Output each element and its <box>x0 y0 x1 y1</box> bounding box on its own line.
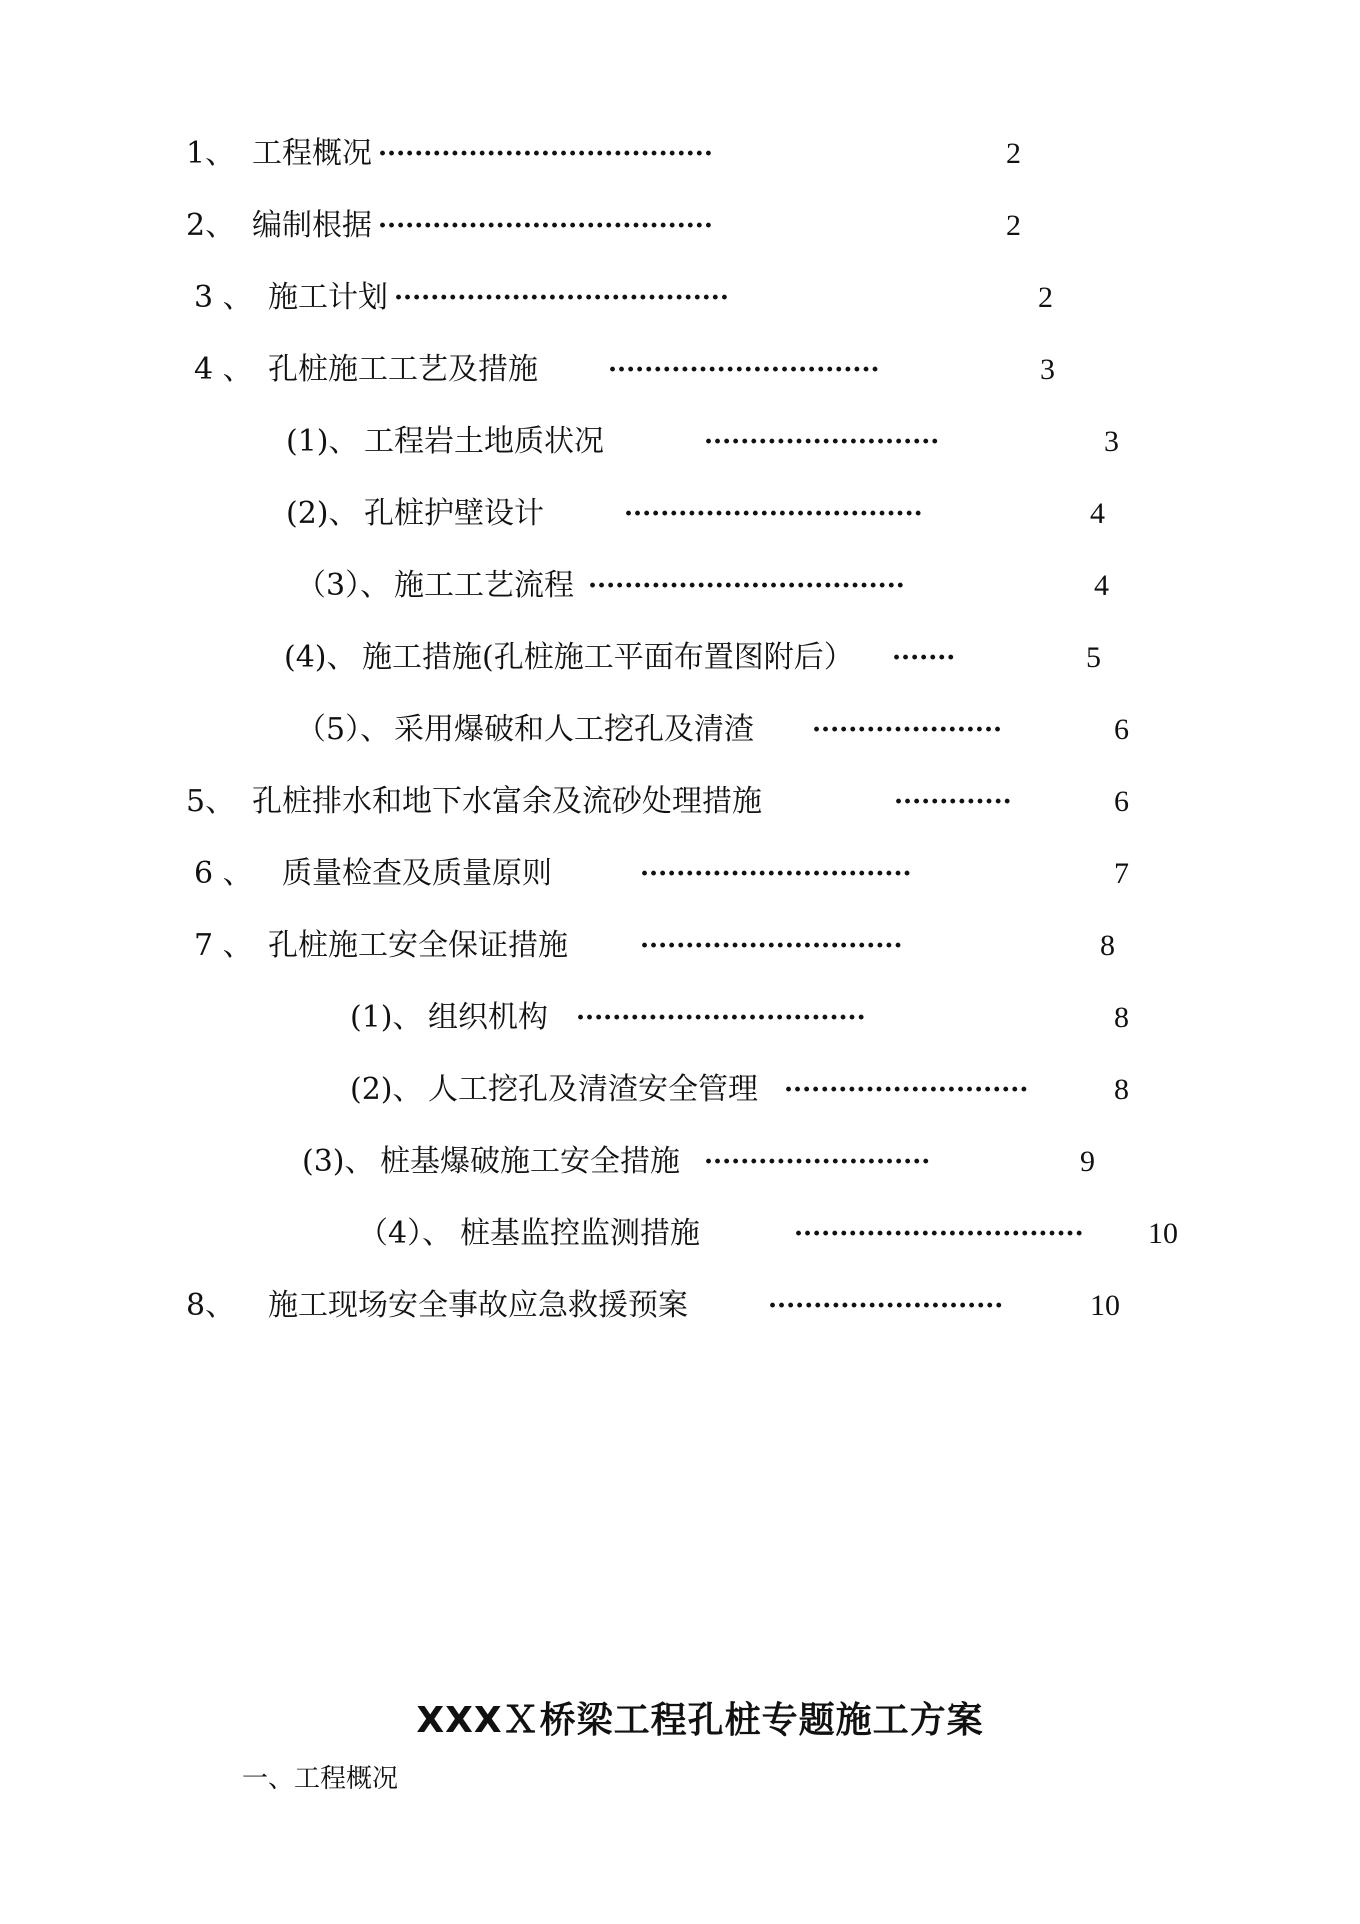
section-heading-1: 一、工程概况 <box>242 1764 399 1794</box>
toc-entry-6[interactable] <box>0 852 1360 896</box>
toc-leader: ······························ <box>640 859 912 889</box>
toc-entry-4-1[interactable] <box>0 420 1360 464</box>
toc-entry-7-1[interactable] <box>0 996 1360 1040</box>
toc-leader: ····················· <box>812 715 1003 745</box>
toc-number: (2)、 <box>286 496 359 531</box>
toc-title: 工程岩土地质状况 <box>364 424 604 459</box>
toc-title: 施工现场安全事故应急救援预案 <box>268 1288 688 1323</box>
toc-title: 桩基监控监测措施 <box>460 1216 700 1251</box>
toc-title: 人工挖孔及清渣安全管理 <box>428 1072 758 1107</box>
toc-entry-7-3[interactable] <box>0 1140 1360 1184</box>
toc-entry-4-4[interactable] <box>0 636 1360 680</box>
toc-leader: ····························· <box>640 931 903 961</box>
toc-number: (4)、 <box>284 640 357 675</box>
toc-leader: ······························ <box>608 355 880 385</box>
toc-entry-8[interactable] <box>0 1284 1360 1328</box>
toc-leader: ·························· <box>704 427 940 457</box>
toc-number: 2、 <box>186 208 236 243</box>
toc-title: 孔桩施工安全保证措施 <box>268 928 568 963</box>
toc-page-number: 8 <box>1114 1073 1129 1106</box>
toc-page-number: 2 <box>1006 137 1021 170</box>
toc-number: 6 、 <box>194 856 253 891</box>
toc-entry-7-2[interactable] <box>0 1068 1360 1112</box>
toc-title: 质量检查及质量原则 <box>282 856 552 891</box>
toc-number: (1)、 <box>286 424 359 459</box>
toc-entry-4[interactable] <box>0 348 1360 392</box>
toc-leader: ·························· <box>768 1291 1004 1321</box>
toc-title: 施工计划 <box>268 280 388 315</box>
document-title: XXXＸ桥梁工程孔桩专题施工方案 <box>416 1700 984 1741</box>
toc-leader: ············· <box>894 787 1012 817</box>
toc-entry-7[interactable] <box>0 924 1360 968</box>
toc-number: 4 、 <box>194 352 253 387</box>
toc-title: 采用爆破和人工挖孔及清渣 <box>394 712 754 747</box>
toc-number: 1、 <box>186 136 236 171</box>
toc-page-number: 8 <box>1100 929 1115 962</box>
toc-number: 3 、 <box>194 280 253 315</box>
toc-page-number: 10 <box>1148 1217 1178 1250</box>
toc-number: (2)、 <box>350 1072 423 1107</box>
toc-leader: ··························· <box>784 1075 1029 1105</box>
toc-entry-7-4[interactable] <box>0 1212 1360 1256</box>
toc-leader: ····································· <box>394 283 729 313</box>
toc-page-number: 2 <box>1006 209 1021 242</box>
toc-page-number: 6 <box>1114 713 1129 746</box>
toc-page-number: 3 <box>1104 425 1119 458</box>
toc-entry-3[interactable] <box>0 276 1360 320</box>
toc-title: 工程概况 <box>252 136 372 171</box>
toc-number: （5）、 <box>296 712 391 747</box>
toc-title: 桩基爆破施工安全措施 <box>380 1144 680 1179</box>
toc-number: （4）、 <box>358 1216 453 1251</box>
toc-title: 编制根据 <box>252 208 372 243</box>
toc-title: 施工措施(孔桩施工平面布置图附后） <box>362 640 854 675</box>
toc-leader: ··································· <box>588 571 905 601</box>
toc-title: 孔桩排水和地下水富余及流砂处理措施 <box>252 784 762 819</box>
toc-title: 孔桩护壁设计 <box>364 496 544 531</box>
toc-entry-5[interactable] <box>0 780 1360 824</box>
toc-number: 7 、 <box>194 928 253 963</box>
toc-title: 孔桩施工工艺及措施 <box>268 352 538 387</box>
toc-page-number: 2 <box>1038 281 1053 314</box>
toc-page-number: 9 <box>1080 1145 1095 1178</box>
toc-page-number: 5 <box>1086 641 1101 674</box>
toc-leader: ······· <box>892 643 956 673</box>
toc-number: 8、 <box>186 1288 236 1323</box>
toc-page-number: 7 <box>1114 857 1129 890</box>
toc-leader: ································ <box>794 1219 1084 1249</box>
toc-title: 组织机构 <box>428 1000 548 1035</box>
toc-page-number: 8 <box>1114 1001 1129 1034</box>
toc-number: 5、 <box>186 784 236 819</box>
toc-entry-2[interactable] <box>0 204 1360 248</box>
toc-entry-4-3[interactable] <box>0 564 1360 608</box>
toc-number: （3）、 <box>296 568 391 603</box>
toc-page-number: 3 <box>1040 353 1055 386</box>
toc-leader: ································ <box>576 1003 866 1033</box>
toc-entry-4-2[interactable] <box>0 492 1360 536</box>
toc-page-number: 10 <box>1090 1289 1120 1322</box>
toc-number: (3)、 <box>302 1144 375 1179</box>
toc-leader: ····································· <box>378 211 713 241</box>
toc-title: 施工工艺流程 <box>394 568 574 603</box>
toc-leader: ································· <box>624 499 923 529</box>
toc-page-number: 4 <box>1090 497 1105 530</box>
toc-page-number: 6 <box>1114 785 1129 818</box>
toc-entry-1[interactable] <box>0 132 1360 176</box>
toc-page-number: 4 <box>1094 569 1109 602</box>
toc-leader: ························· <box>704 1147 931 1177</box>
toc-number: (1)、 <box>350 1000 423 1035</box>
toc-entry-4-5[interactable] <box>0 708 1360 752</box>
toc-leader: ····································· <box>378 139 713 169</box>
